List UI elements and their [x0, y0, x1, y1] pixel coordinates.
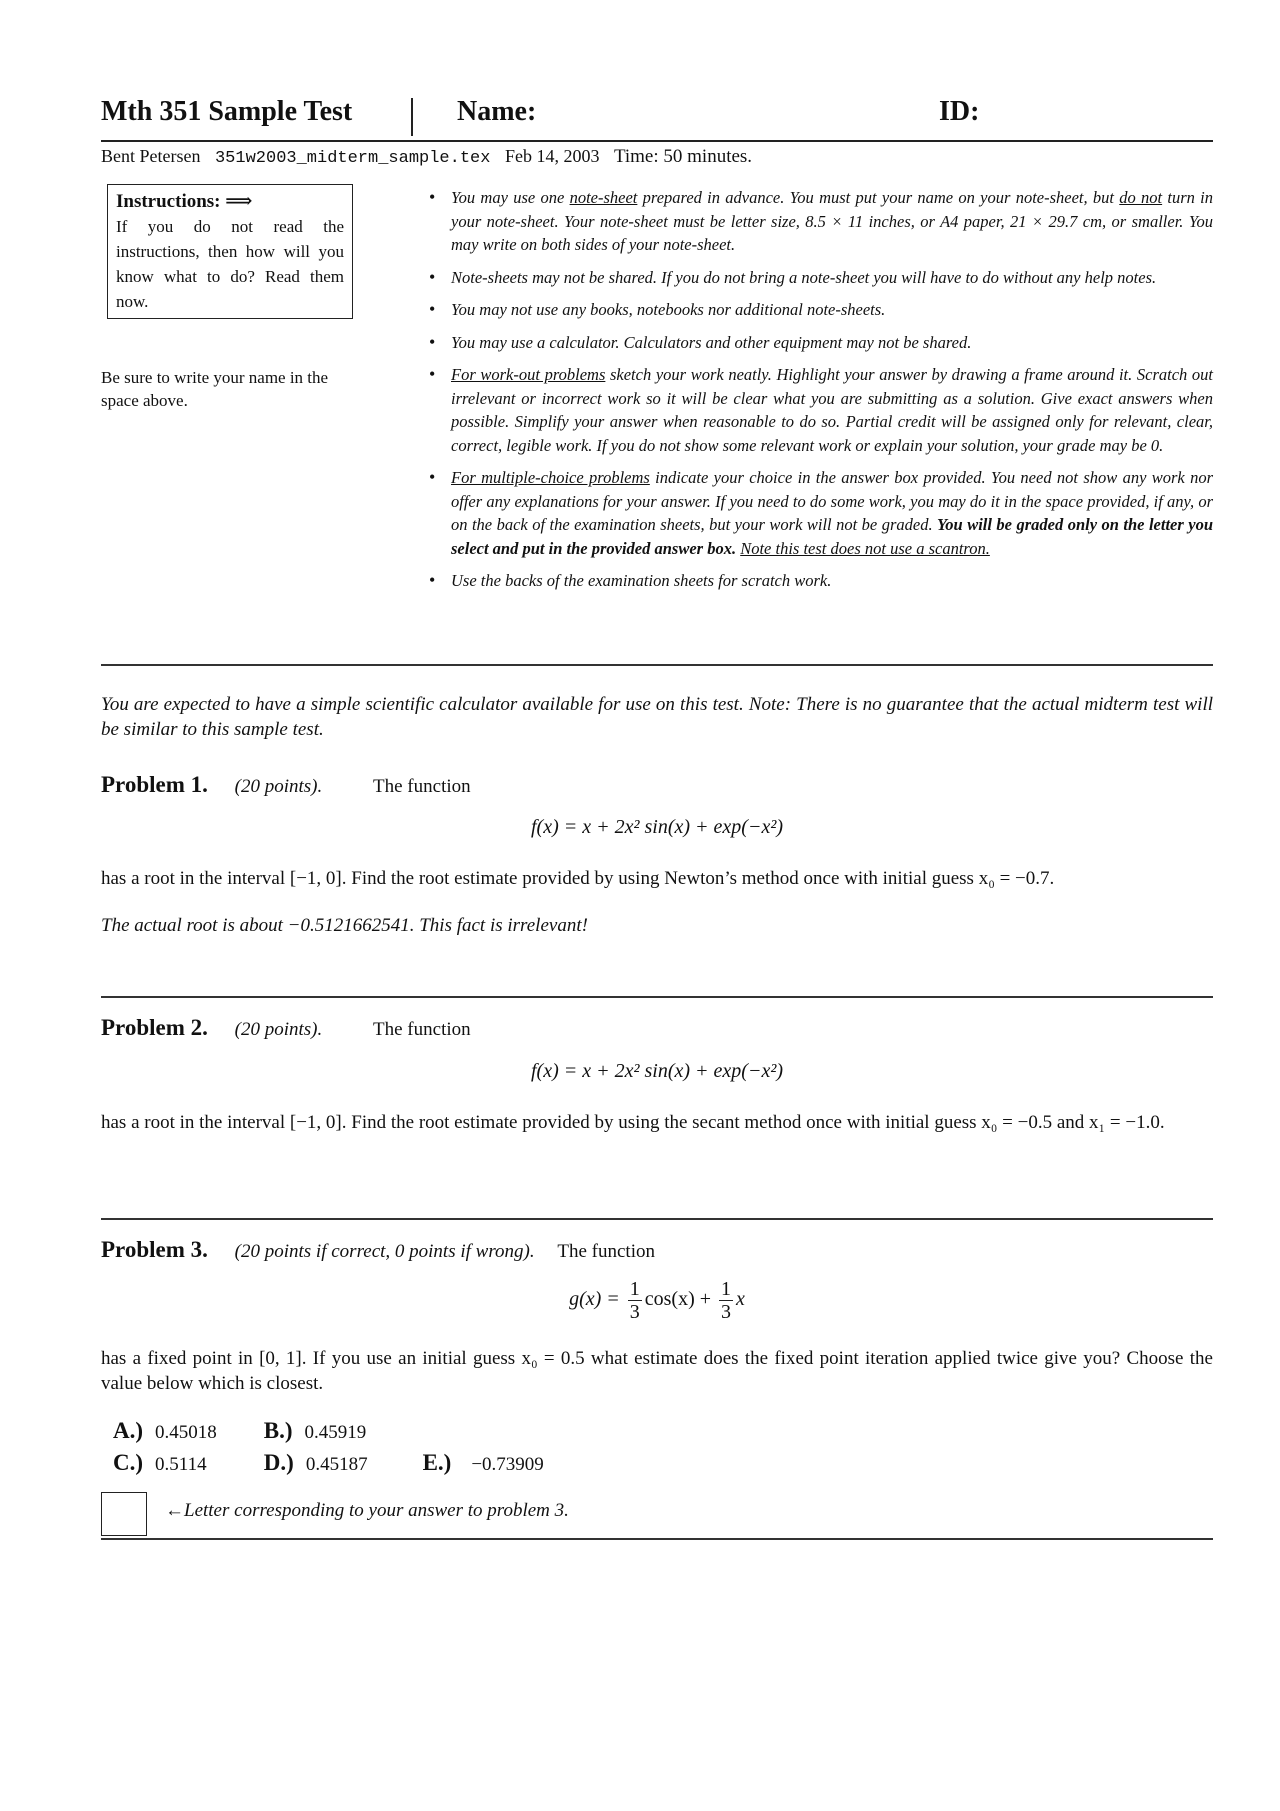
- source-filename: 351w2003_midterm_sample.tex: [214, 149, 491, 168]
- answer-box-hint: ←Letter corresponding to your answer to problem 3.: [165, 1500, 569, 1521]
- problem-1-title: Problem 1.: [101, 772, 208, 797]
- problem-2-heading: [101, 1015, 471, 1041]
- problem-3-lead: The function: [557, 1241, 655, 1262]
- problem-3-equation: [101, 1278, 1213, 1323]
- choice-b-value: 0.45919: [304, 1422, 367, 1443]
- choices-row-2: [113, 1450, 544, 1482]
- problem-3-points: (20 points if correct, 0 points if wrong).: [234, 1241, 535, 1262]
- problem-3-heading: [101, 1237, 655, 1263]
- rule-scratch-work: • Use the backs of the examination sheets for scratch work.: [427, 569, 1213, 593]
- rule-note-sheet: • You may use one note-sheet prepared in advance. You must put your name on your note-sheet, but do not turn in your note-sheet. Your note-sheet must be letter size, 8.5 × 11 inches, or A4 paper, 21 × 29.7 cm, or smaller. You may write on both sides of your note-sheet.: [427, 186, 1213, 257]
- page-end-divider: [101, 1538, 1213, 1540]
- exam-date: Feb 14, 2003: [504, 146, 600, 166]
- problem-2-lead: The function: [373, 1019, 471, 1040]
- problem-1-lead: The function: [373, 776, 471, 797]
- choice-e-label: E.): [422, 1450, 452, 1475]
- exam-header: [101, 92, 1213, 142]
- problem-3-text: has a fixed point in [0, 1]. If you use an initial guess x₀ = 0.5 what estimate does the fixed point iteration applied twice give you? Choose the value below which is closest.: [101, 1348, 1213, 1394]
- rule-multiple-choice: • For multiple-choice problems indicate your choice in the answer box provided. You need not show any work nor offer any explanations for your answer. If you need to do some work, you may do it in the space provided, if any, or on the back of the examination sheets, but your work will not be graded. You will be graded only on the letter you select and put in the provided answer box. Note this test does not use a scantron.: [427, 466, 1213, 560]
- eq-x: x: [736, 1288, 745, 1311]
- calculator-note: You are expected to have a simple scientific calculator available for use on this test. Note: There is no guarantee that the actual midterm test will be similar to this sample test.: [101, 694, 1213, 740]
- instructions-box: [107, 184, 353, 319]
- choice-a-label: A.): [113, 1418, 144, 1443]
- choice-e-value: −0.73909: [471, 1454, 544, 1475]
- rules-list: [427, 186, 1213, 602]
- problem-1-note: The actual root is about −0.5121662541. This fact is irrelevant!: [101, 915, 588, 936]
- choice-d-label: D.): [263, 1450, 294, 1475]
- problem-1-points: (20 points).: [234, 776, 323, 797]
- problem-3-title: Problem 3.: [101, 1237, 208, 1262]
- problem-2-title: Problem 2.: [101, 1015, 208, 1040]
- eq-cos-term: cos(x) +: [644, 1288, 712, 1311]
- choice-a-value: 0.45018: [155, 1422, 217, 1443]
- fraction-one-third: $\frac{1}{3}$: [721, 1278, 732, 1323]
- instructions-text: If you do not read the instructions, then how will you know what to do? Read them now.: [116, 217, 344, 311]
- answer-choices: [113, 1418, 544, 1482]
- rule-no-sharing: • Note-sheets may not be shared. If you do not bring a note-sheet you will have to do without any help notes.: [427, 266, 1213, 290]
- problem-2-points: (20 points).: [234, 1019, 323, 1040]
- choice-c-value: 0.5114: [155, 1454, 207, 1475]
- problem-1-equation: f(x) = x + 2x² sin(x) + exp(−x²): [531, 816, 783, 838]
- answer-box[interactable]: [101, 1492, 147, 1536]
- fraction-one-third: $\frac{1}{3}$: [629, 1278, 640, 1323]
- author: Bent Petersen: [101, 146, 201, 166]
- choice-c-label: C.): [113, 1450, 144, 1475]
- section-divider: [101, 664, 1213, 666]
- problem-1-heading: [101, 772, 471, 798]
- exam-meta: [101, 146, 752, 168]
- rule-work-out: • For work-out problems sketch your work neatly. Highlight your answer by drawing a frame around it. Scratch out irrelevant or incorrect work so it will be clear what you are submitting as a solution. Give exact answers when possible. Simplify your answer when reasonable to do so. Partial credit will be assigned only for relevant, clear, correct, legible work. If you do not show some relevant work or explain your solution, your grade may be 0.: [427, 363, 1213, 457]
- name-reminder: Be sure to write your name in the space above.: [101, 368, 329, 410]
- header-divider: [411, 98, 413, 136]
- id-label: ID:: [939, 96, 980, 127]
- choices-row-1: [113, 1418, 544, 1450]
- rule-calculator: • You may use a calculator. Calculators and other equipment may not be shared.: [427, 331, 1213, 355]
- instructions-heading: Instructions: ⟹: [116, 191, 253, 212]
- time-limit: Time: 50 minutes.: [613, 146, 753, 167]
- problem-2-equation: f(x) = x + 2x² sin(x) + exp(−x²): [531, 1060, 783, 1082]
- problem-divider: [101, 996, 1213, 998]
- rule-no-books: • You may not use any books, notebooks nor additional note-sheets.: [427, 298, 1213, 322]
- choice-d-value: 0.45187: [305, 1454, 368, 1475]
- problem-2-text: has a root in the interval [−1, 0]. Find the root estimate provided by using the secant method once with initial guess x₀ = −0.5 and x₁ = −1.0.: [101, 1112, 1165, 1133]
- choice-b-label: B.): [263, 1418, 293, 1443]
- name-label: Name:: [457, 96, 537, 127]
- problem-divider: [101, 1218, 1213, 1220]
- problem-1-text: has a root in the interval [−1, 0]. Find the root estimate provided by using Newton’s method once with initial guess x₀ = −0.7.: [101, 868, 1055, 889]
- eq-lhs: g(x) =: [569, 1288, 620, 1311]
- exam-title: Mth 351 Sample Test: [101, 96, 353, 127]
